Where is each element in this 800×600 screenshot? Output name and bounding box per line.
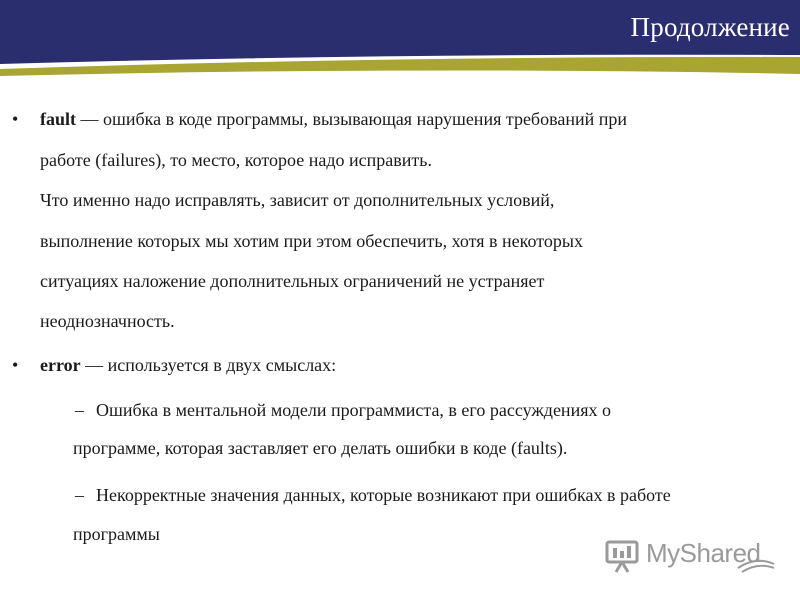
fault-line-4: выполнение которых мы хотим при этом обеспечить, хотя в некоторых — [40, 231, 583, 251]
error-sub1-line-2: программе, которая заставляет его делать ошибки в коде (faults). — [73, 438, 568, 458]
fault-term: fault — [40, 109, 76, 129]
slide-header — [0, 0, 800, 80]
error-sub2-line-2: программы — [73, 524, 160, 544]
bullet-marker: • — [12, 109, 19, 129]
error-sub2-line-1: Некорректные значения данных, которые возникают при ошибках в работе — [96, 485, 671, 505]
bullet-marker: • — [12, 355, 19, 375]
swoosh-icon — [736, 554, 776, 574]
error-line-1 — [40, 354, 336, 376]
fault-line-1 — [40, 108, 627, 130]
dash-marker: – — [75, 485, 84, 505]
fault-line-5: ситуациях наложение дополнительных ограничений не устраняет — [40, 271, 545, 291]
fault-definition: — ошибка в коде программы, вызывающая нарушения требований при — [76, 109, 628, 129]
fault-line-2: работе (failures), то место, которое надо исправить. — [40, 150, 432, 170]
dash-marker: – — [75, 400, 84, 420]
error-sub1-line-1: Ошибка в ментальной модели программиста, в его рассуждениях о — [96, 400, 611, 420]
watermark — [604, 536, 794, 576]
error-definition: — используется в двух смыслах: — [80, 355, 337, 375]
fault-line-6: неоднозначность. — [40, 311, 175, 331]
presentation-board-icon — [604, 536, 644, 576]
fault-line-3: Что именно надо исправлять, зависит от дополнительных условий, — [40, 190, 555, 210]
error-term: error — [40, 355, 81, 375]
watermark-brand: MyShared — [646, 538, 761, 568]
slide-title: Продолжение — [630, 12, 790, 42]
